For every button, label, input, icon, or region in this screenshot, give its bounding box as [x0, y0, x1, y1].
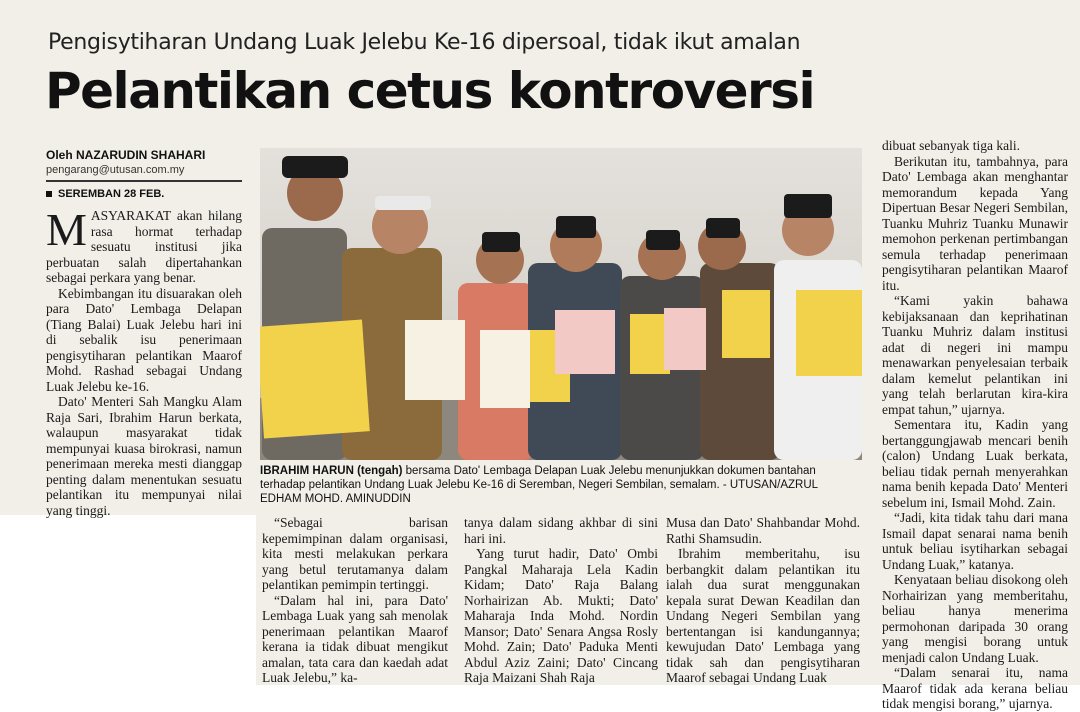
paragraph: dibuat sebanyak tiga kali. — [882, 138, 1020, 153]
photo-caption — [260, 464, 862, 506]
page-margin — [0, 515, 256, 685]
article-column-2 — [262, 515, 448, 686]
article-headline: Pelantikan cetus kontroversi — [45, 62, 815, 120]
paragraph: Ibrahim memberitahu, isu berbangkit dalam pelantikan itu ialah dua surat menggunakan kepala surat Dewan Keadilan dan Undang Negeri Sembilan yang bertentangan isi kandungannya; kewujudan Dato' Lembaga yang tidak sah dan pengisytiharan Maarof sebagai Undang Luak — [666, 546, 860, 685]
caption-text: bersama Dato' Lembaga Delapan Luak Jelebu menunjukkan dokumen bantahan terhadap pelantikan Undang Luak Jelebu Ke-16 di Seremban, Negeri Sembilan, semalam. - UTUSAN/AZRUL EDHAM MOHD. AMINUDDIN — [260, 465, 818, 505]
article-column-4 — [666, 515, 860, 686]
paragraph: Berikutan itu, tambahnya, para Dato' Lembaga akan menghantar memorandum kepada Yang Dipertuan Besar Negeri Sembilan, Tuanku Muhriz Tuanku Munawir memohon perkenan pertimbangan semula terhadap penerimaan pengisytiharan pelantikan Maarof itu. — [882, 153, 1068, 293]
article-kicker: Pengisytiharan Undang Luak Jelebu Ke-16 dipersoal, tidak ikut amalan — [48, 30, 801, 55]
byline — [46, 148, 246, 176]
byline-divider — [46, 180, 242, 182]
paragraph: Sementara itu, Kadin yang bertanggungjawab mencari benih (calon) Undang Luak berkata, beliau tidak pernah menyerahkan nama benih kepada Dato' Menteri sebelum ini, Ismail Mohd. Zain. — [882, 417, 1068, 510]
paragraph: Kebimbangan itu disuarakan oleh para Dato' Lembaga Delapan (Tiang Balai) Luak Jelebu hari ini di sebalik isu penerimaan pengisytiharan pelantikan Maarof Mohd. Rashad sebagai Undang Luak Jelebu ke-16. — [46, 285, 242, 394]
byline-email: pengarang@utusan.com.my — [46, 164, 185, 176]
paragraph: Yang turut hadir, Dato' Ombi Pangkal Maharaja Lela Kadin Kidam; Dato' Raja Balang Norhairizan Ab. Mukti; Dato' Maharaja Inda Mohd. Nordin Mansor; Dato' Senara Angsa Rosly Mohd. Zain; Dato' Paduka Menti Abdul Aziz Zaini; Dato' Cincang Raja Maizani Shah Raja — [464, 546, 658, 685]
paragraph: “Dalam senarai itu, nama Maarof tidak ada kerana beliau tidak mengisi borang,” ujarnya. — [882, 665, 1068, 711]
byline-name: Oleh NAZARUDIN SHAHARI — [46, 148, 206, 162]
group-photo-icon — [260, 148, 862, 460]
paragraph: Kenyataan beliau disokong oleh Norhairizan yang memberitahu, beliau hanya menerima permohonan daripada 30 orang yang mengisi borang untuk menjadi calon Undang Luak. — [882, 572, 1068, 665]
dropcap: M — [46, 204, 87, 255]
paragraph: “Kami yakin bahawa kebijaksanaan dan keprihatinan Tuanku Muhriz dalam institusi adat di negeri ini mampu menawarkan penyelesaian terbaik dalam kemelut pelantikan ini yang telah berlarutan kira-kira empat tahun,” ujarnya. — [882, 293, 1068, 417]
article-column-3 — [464, 515, 658, 686]
news-photo — [260, 148, 862, 460]
paragraph: “Jadi, kita tidak tahu dari mana Ismail dapat senarai nama benih untuk beliau isytiharkan sebagai Undang Luak,” katanya. — [882, 510, 1068, 572]
dateline-text: SEREMBAN 28 FEB. — [58, 188, 165, 200]
paragraph: Musa dan Dato' Shahbandar Mohd. Rathi Shamsudin. — [666, 515, 860, 546]
paragraph: “Dalam hal ini, para Dato' Lembaga Luak yang sah menolak penerimaan pelantikan Maarof kerana ia tidak dibuat mengikut amalan, tata cara dan kaedah adat Luak Jelebu,” ka- — [262, 592, 448, 685]
article-column-5 — [882, 138, 1068, 712]
paragraph: “Sebagai barisan kepemimpinan dalam organisasi, kita mesti melakukan perkara yang betul terutamanya dalam pelantikan pemimpin tertinggi. — [262, 515, 448, 592]
lead-text: ASYARAKAT akan hilang rasa hormat terhadap sesuatu institusi jika perbuatan salah dipertahankan sebagai perkara yang benar. — [46, 208, 242, 285]
dateline — [46, 188, 164, 200]
caption-lead: IBRAHIM HARUN (tengah) — [260, 465, 403, 477]
square-bullet-icon — [46, 191, 52, 197]
lead-paragraph — [46, 204, 242, 286]
paragraph: tanya dalam sidang akhbar di sini hari ini. — [464, 515, 658, 546]
paragraph: Dato' Menteri Sah Mangku Alam Raja Sari, Ibrahim Harun berkata, walaupun masyarakat tidak mempunyai kuasa birokrasi, namun penerimaan mereka mesti dianggap penting dalam menentukan sesuatu pelantikan itu mempunyai nilai yang tinggi. — [46, 394, 242, 518]
article-column-1 — [46, 204, 242, 518]
